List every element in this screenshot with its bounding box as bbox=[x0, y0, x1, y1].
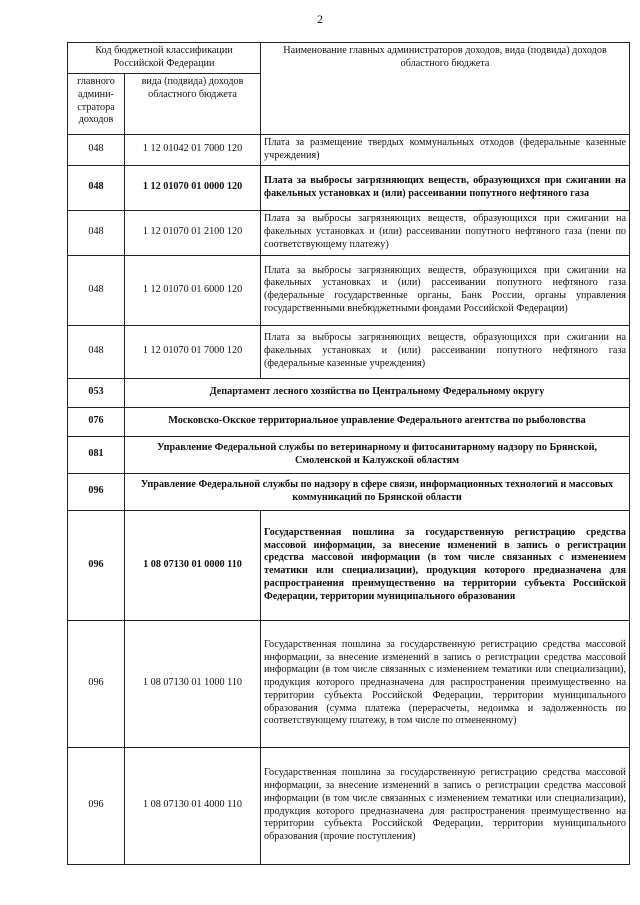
revenue-code-cell: 1 08 07130 01 0000 110 bbox=[125, 510, 261, 620]
revenue-name-cell: Государственная пошлина за государственную регистрацию средства массовой информации, за внесение изменений в запись о регистрации средства массовой информации (в том числе связанных с изменением тематики или специализации), продукция которого предназначена для распространения преимущественно на территории субъекта Российской Федерации, территории муниципального образования (прочие поступления) bbox=[261, 747, 630, 864]
department-name-cell: Департамент лесного хозяйства по Центральному Федеральному округу bbox=[125, 378, 630, 407]
table-row bbox=[68, 255, 630, 325]
revenue-code-cell: 1 08 07130 01 4000 110 bbox=[125, 747, 261, 864]
admin-code-cell: 048 bbox=[68, 210, 125, 255]
revenue-name-cell: Государственная пошлина за государственную регистрацию средства массовой информации, за внесение изменений в запись о регистрации средства массовой информации (в том числе связанных с изменением тематики или специализации), продукция которого предназначена для распространения преимущественно на территории субъекта Российской Федерации, территории муниципального образования (сумма платежа (перерасчеты, недоимка и задолженность по соответствующему платежу, в том числе по отмененному) bbox=[261, 620, 630, 747]
admin-code-cell: 048 bbox=[68, 165, 125, 210]
header-budget-code-group: Код бюджетной классификации Российской Федерации bbox=[68, 43, 261, 74]
revenue-code-cell: 1 12 01070 01 6000 120 bbox=[125, 255, 261, 325]
table-row bbox=[68, 620, 630, 747]
revenue-name-cell: Плата за выбросы загрязняющих веществ, образующихся при сжигании на факельных установках и (или) рассеивании попутного нефтяного газа (пени по соответствующему платежу) bbox=[261, 210, 630, 255]
admin-code-cell: 048 bbox=[68, 255, 125, 325]
revenue-name-cell: Плата за размещение твердых коммунальных отходов (федеральные казенные учреждения) bbox=[261, 135, 630, 166]
department-name-cell: Московско-Окское территориальное управление Федерального агентства по рыболовства bbox=[125, 407, 630, 436]
admin-code-cell: 096 bbox=[68, 747, 125, 864]
header-code-column: вида (подвида) доходов областного бюджета bbox=[125, 74, 261, 135]
revenue-code-cell: 1 12 01070 01 2100 120 bbox=[125, 210, 261, 255]
department-name-cell: Управление Федеральной службы по ветеринарному и фитосанитарному надзору по Брянской, Смоленской и Калужской областям bbox=[125, 436, 630, 473]
table-row bbox=[68, 325, 630, 378]
revenue-code-cell: 1 12 01042 01 7000 120 bbox=[125, 135, 261, 166]
admin-code-cell: 096 bbox=[68, 620, 125, 747]
header-admin-column: главного админи-стратора доходов bbox=[68, 74, 125, 135]
revenue-code-cell: 1 12 01070 01 0000 120 bbox=[125, 165, 261, 210]
table-body bbox=[68, 135, 630, 865]
revenue-name-cell: Плата за выбросы загрязняющих веществ, образующихся при сжигании на факельных установках и (или) рассеивании попутного нефтяного газа (федеральные государственные органы, Банк России, органы управления государственными внебюджетными фондами Российской Федерации) bbox=[261, 255, 630, 325]
table-row bbox=[68, 135, 630, 166]
table-row bbox=[68, 210, 630, 255]
table-row bbox=[68, 378, 630, 407]
admin-code-cell: 096 bbox=[68, 473, 125, 510]
table-row bbox=[68, 747, 630, 864]
revenue-code-cell: 1 12 01070 01 7000 120 bbox=[125, 325, 261, 378]
table-row bbox=[68, 510, 630, 620]
table-row bbox=[68, 473, 630, 510]
revenue-name-cell: Плата за выбросы загрязняющих веществ, образующихся при сжигании на факельных установках и (или) рассеивании попутного нефтяного газа (федеральные казенные учреждения) bbox=[261, 325, 630, 378]
admin-code-cell: 096 bbox=[68, 510, 125, 620]
revenue-code-cell: 1 08 07130 01 1000 110 bbox=[125, 620, 261, 747]
admin-code-cell: 076 bbox=[68, 407, 125, 436]
table-row bbox=[68, 165, 630, 210]
admin-code-cell: 048 bbox=[68, 325, 125, 378]
admin-code-cell: 053 bbox=[68, 378, 125, 407]
page-number: 2 bbox=[317, 12, 323, 26]
admin-code-cell: 081 bbox=[68, 436, 125, 473]
admin-code-cell: 048 bbox=[68, 135, 125, 166]
table-row bbox=[68, 407, 630, 436]
table-row bbox=[68, 436, 630, 473]
department-name-cell: Управление Федеральной службы по надзору в сфере связи, информационных технологий и массовых коммуникаций по Брянской области bbox=[125, 473, 630, 510]
revenue-name-cell: Плата за выбросы загрязняющих веществ, образующихся при сжигании на факельных установках и (или) рассеивании попутного нефтяного газа bbox=[261, 165, 630, 210]
revenue-name-cell: Государственная пошлина за государственную регистрацию средства массовой информации, за внесение изменений в запись о регистрации средства массовой информации (в том числе связанных с изменением тематики или специализации), продукция которого предназначена для распространения преимущественно на территории субъекта Российской Федерации, территории муниципального образования bbox=[261, 510, 630, 620]
revenue-admin-table bbox=[67, 42, 630, 865]
header-name-column: Наименование главных администраторов доходов, вида (подвида) доходов областного бюджета bbox=[261, 43, 630, 135]
